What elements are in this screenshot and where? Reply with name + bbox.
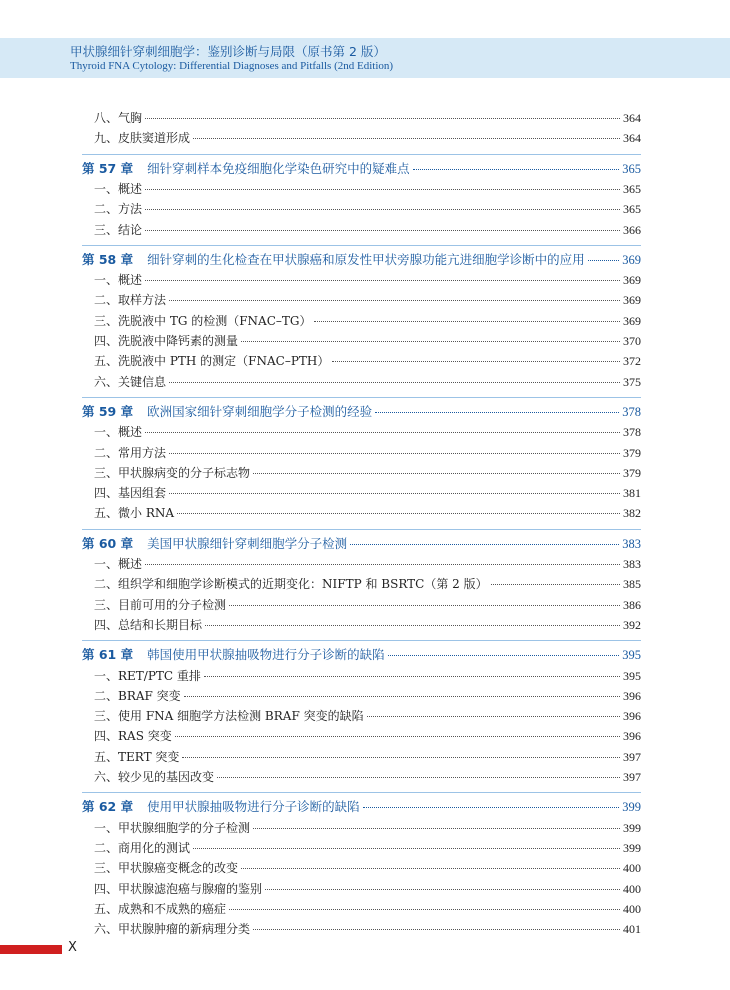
chapter-divider	[82, 529, 641, 530]
chapter-heading[interactable]	[82, 402, 641, 422]
dot-leader	[182, 756, 620, 758]
chapter-number: 第 60 章	[82, 535, 134, 551]
chapter-heading[interactable]	[82, 250, 641, 270]
page-number: 392	[623, 617, 641, 632]
dot-leader	[363, 806, 620, 808]
toc-entry[interactable]	[82, 879, 641, 899]
footer-page-number: X	[68, 940, 77, 955]
toc-entry[interactable]	[82, 179, 641, 199]
toc-entry[interactable]	[82, 128, 641, 148]
toc-entry-label: 四、洗脱液中降钙素的测量	[94, 334, 239, 348]
dot-leader	[241, 867, 620, 869]
dot-leader	[145, 431, 620, 433]
toc-entry-label: 五、成熟和不成熟的癌症	[94, 901, 227, 916]
dot-leader	[205, 624, 620, 626]
page-number: 378	[623, 425, 641, 440]
dot-leader	[229, 604, 620, 606]
dot-leader	[177, 512, 620, 514]
toc-entry-label: 九、皮肤窦道形成	[94, 131, 191, 146]
chapter-divider	[82, 640, 641, 641]
page-number: 396	[623, 688, 641, 703]
toc-entry-label: 三、使用 FNA 细胞学方法检测 BRAF 突变的缺陷	[94, 709, 364, 724]
chapter-number: 第 58 章	[82, 251, 134, 267]
page-number: 399	[623, 840, 641, 855]
toc-entry-label: 六、关键信息	[94, 374, 167, 389]
toc-entry-label: 一、概述	[94, 181, 143, 196]
dot-leader	[241, 340, 620, 342]
toc-entry-label: 三、甲状腺癌变概念的改变	[94, 861, 239, 876]
toc-entry-label: 一、概述	[94, 425, 143, 440]
toc-entry[interactable]	[82, 747, 641, 767]
toc-entry-label: 一、甲状腺细胞学的分子检测	[94, 820, 251, 835]
chapter-label	[82, 402, 372, 422]
dot-leader	[253, 472, 620, 474]
page-number: 397	[623, 749, 641, 764]
page-number: 364	[623, 111, 641, 125]
page-number: 372	[623, 354, 641, 369]
toc-entry-label: 三、洗脱液中 TG 的检测（FNAC–TG）	[94, 313, 312, 328]
toc-entry[interactable]	[82, 838, 641, 858]
dot-leader	[193, 137, 620, 139]
toc-entry[interactable]	[82, 422, 641, 442]
toc-entry[interactable]	[82, 108, 641, 128]
chapter-title: 美国甲状腺细针穿刺细胞学分子检测	[147, 535, 348, 551]
toc-entry-label: 一、RET/PTC 重排	[94, 668, 201, 683]
toc-entry-label: 四、甲状腺滤泡癌与腺瘤的鉴别	[94, 881, 263, 896]
page-number: 379	[623, 465, 641, 480]
toc-entry-label: 五、TERT 突变	[94, 749, 180, 764]
dot-leader	[145, 188, 620, 190]
page-number: 399	[623, 820, 641, 835]
page-number: 364	[623, 131, 641, 146]
dot-leader	[169, 452, 620, 454]
toc-entry-label: 三、目前可用的分子检测	[94, 597, 227, 612]
dot-leader	[169, 381, 620, 383]
toc-entry-label: 五、洗脱液中 PTH 的测定（FNAC–PTH）	[94, 354, 330, 369]
dot-leader	[314, 320, 620, 322]
footer-accent-bar	[0, 945, 62, 954]
chapter-heading[interactable]	[82, 159, 641, 179]
header-title-cn: 甲状腺细针穿刺细胞学：鉴别诊断与局限（原书第 2 版）	[70, 44, 386, 59]
page-number: 379	[623, 445, 641, 460]
toc-entry-label: 八、气胸	[94, 111, 143, 125]
dot-leader	[253, 928, 620, 930]
toc-entry-label: 二、常用方法	[94, 445, 167, 460]
toc-entry[interactable]	[82, 220, 641, 240]
toc-entry-label: 二、BRAF 突变	[94, 688, 181, 703]
toc-entry[interactable]	[82, 706, 641, 726]
toc-entry-label: 三、结论	[94, 222, 143, 237]
dot-leader	[175, 735, 620, 737]
dot-leader	[193, 847, 620, 849]
page-number: 400	[623, 881, 641, 896]
page-number: 365	[623, 181, 641, 196]
chapter-number: 第 57 章	[82, 160, 134, 176]
chapter-title: 欧洲国家细针穿刺细胞学分子检测的经验	[147, 403, 373, 419]
page-number: 369	[623, 313, 641, 328]
toc-entry-label: 五、微小 RNA	[94, 506, 175, 521]
dot-leader	[413, 168, 620, 170]
toc-entry-label: 四、RAS 突变	[94, 729, 172, 744]
toc-entry[interactable]	[82, 574, 641, 594]
dot-leader	[367, 715, 620, 717]
page-number: 381	[623, 486, 641, 501]
chapter-divider	[82, 792, 641, 793]
toc-entry[interactable]	[82, 372, 641, 392]
chapter-label	[82, 159, 410, 179]
dot-leader	[204, 675, 620, 677]
toc-entry[interactable]	[82, 199, 641, 219]
toc-entry-label: 一、概述	[94, 557, 143, 571]
page-number: 369	[623, 273, 641, 288]
dot-leader	[145, 229, 620, 231]
page-number: 369	[623, 293, 641, 308]
dot-leader	[388, 654, 620, 656]
toc-entry[interactable]	[82, 686, 641, 706]
chapter-number: 第 59 章	[82, 403, 134, 419]
toc-entry[interactable]	[82, 463, 641, 483]
page-number: 382	[623, 506, 641, 521]
toc-entry-label: 二、方法	[94, 202, 143, 217]
page-number: 366	[623, 222, 641, 237]
dot-leader	[184, 695, 620, 697]
page-number: 396	[623, 709, 641, 724]
page-number: 397	[623, 770, 641, 784]
dot-leader	[265, 888, 620, 890]
toc-entry[interactable]	[82, 503, 641, 523]
toc-entry[interactable]	[82, 767, 641, 787]
toc-entry[interactable]	[82, 615, 641, 635]
page-number: 399	[622, 800, 641, 815]
dot-leader	[588, 259, 620, 261]
chapter-title: 使用甲状腺抽吸物进行分子诊断的缺陷	[147, 799, 360, 815]
dot-leader	[350, 543, 619, 545]
chapter-title: 细针穿刺的生化检查在甲状腺癌和原发性甲状旁腺功能亢进细胞学诊断中的应用	[147, 251, 585, 267]
dot-leader	[169, 492, 620, 494]
toc-entry[interactable]	[82, 351, 641, 371]
toc-entry[interactable]	[82, 919, 641, 939]
chapter-divider	[82, 154, 641, 155]
chapter-title: 细针穿刺样本免疫细胞化学染色研究中的疑难点	[147, 160, 410, 176]
toc-entry-label: 二、取样方法	[94, 293, 167, 308]
page-number: 395	[622, 648, 641, 663]
toc-entry-label: 四、总结和长期目标	[94, 617, 203, 632]
dot-leader	[332, 360, 620, 362]
chapter-label	[82, 250, 585, 270]
toc-entry-label: 六、较少见的基因改变	[94, 770, 215, 784]
page-number: 375	[623, 374, 641, 389]
chapter-heading[interactable]	[82, 645, 641, 665]
chapter-heading[interactable]	[82, 797, 641, 817]
chapter-divider	[82, 397, 641, 398]
toc-entry[interactable]	[82, 666, 641, 686]
header-title-en: Thyroid FNA Cytology: Differential Diagnoses and Pitfalls (2nd Edition)	[70, 60, 394, 72]
chapter-number: 第 61 章	[82, 647, 134, 663]
page-number: 378	[622, 404, 641, 419]
chapter-number: 第 62 章	[82, 799, 134, 815]
toc-entry[interactable]	[82, 595, 641, 615]
toc-entry[interactable]	[82, 483, 641, 503]
toc-entry[interactable]	[82, 899, 641, 919]
page-number: 400	[623, 861, 641, 876]
toc-entry[interactable]	[82, 311, 641, 331]
toc-entry[interactable]	[82, 270, 641, 290]
page-number: 383	[623, 557, 641, 571]
chapter-heading[interactable]	[82, 534, 641, 554]
page-number: 396	[623, 729, 641, 744]
toc-entry[interactable]	[82, 290, 641, 310]
page-number: 401	[623, 922, 641, 937]
toc-entry[interactable]	[82, 554, 641, 574]
page-number: 385	[623, 577, 641, 592]
toc-entry-label: 二、商用化的测试	[94, 840, 191, 855]
toc-entry-label: 二、组织学和细胞学诊断模式的近期变化：NIFTP 和 BSRTC（第 2 版）	[94, 577, 488, 592]
dot-leader	[375, 411, 619, 413]
toc-entry[interactable]	[82, 331, 641, 351]
dot-leader	[145, 279, 620, 281]
toc-entry[interactable]	[82, 726, 641, 746]
toc-entry-label: 一、概述	[94, 273, 143, 288]
page-number: 370	[623, 334, 641, 348]
dot-leader	[253, 827, 620, 829]
page-number: 383	[622, 536, 641, 551]
dot-leader	[145, 208, 620, 210]
dot-leader	[217, 776, 620, 778]
dot-leader	[169, 299, 620, 301]
toc-entry[interactable]	[82, 818, 641, 838]
page-header	[0, 38, 730, 78]
dot-leader	[229, 908, 620, 910]
toc-entry-label: 四、基因组套	[94, 486, 167, 501]
page-number: 395	[623, 668, 641, 683]
page-number: 400	[623, 901, 641, 916]
chapter-divider	[82, 245, 641, 246]
dot-leader	[491, 583, 620, 585]
page-number: 365	[623, 202, 641, 217]
page-number: 365	[622, 161, 641, 176]
toc-entry[interactable]	[82, 858, 641, 878]
page-number: 369	[622, 252, 641, 267]
page-number: 386	[623, 597, 641, 612]
chapter-label	[82, 645, 385, 665]
chapter-label	[82, 797, 360, 817]
toc-entry-label: 三、甲状腺病变的分子标志物	[94, 465, 251, 480]
chapter-title: 韩国使用甲状腺抽吸物进行分子诊断的缺陷	[147, 647, 385, 663]
dot-leader	[145, 117, 620, 119]
dot-leader	[145, 563, 620, 565]
toc-entry-label: 六、甲状腺肿瘤的新病理分类	[94, 922, 251, 937]
chapter-label	[82, 534, 347, 554]
toc-entry[interactable]	[82, 443, 641, 463]
